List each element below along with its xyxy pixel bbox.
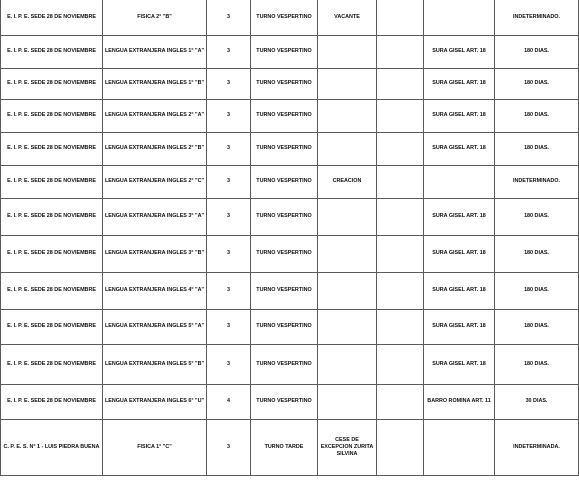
blank-cell <box>377 36 424 69</box>
table-row <box>1 36 579 69</box>
hours-cell: 3 <box>207 310 251 345</box>
school-cell: E. I. P. E. SEDE 28 DE NOVIEMBRE <box>1 273 103 310</box>
blank-cell <box>377 345 424 385</box>
holder-cell: BARRO ROMINA ART. 11 <box>424 385 495 420</box>
subject-cell: LENGUA EXTRANJERA INGLES 2° "A" <box>103 100 207 133</box>
subject-cell: LENGUA EXTRANJERA INGLES 3° "B" <box>103 236 207 273</box>
holder-cell: SURA GISEL ART. 18 <box>424 69 495 100</box>
reason-cell <box>318 310 377 345</box>
hours-cell: 3 <box>207 100 251 133</box>
reason-cell <box>318 199 377 236</box>
subject-cell: LENGUA EXTRANJERA INGLES 2° "B" <box>103 133 207 166</box>
holder-cell: SURA GISEL ART. 18 <box>424 133 495 166</box>
duration-cell: 180 DIAS. <box>495 310 579 345</box>
school-cell: E. I. P. E. SEDE 28 DE NOVIEMBRE <box>1 69 103 100</box>
reason-cell: CESE DE EXCEPCION ZURITA SILVINA <box>318 420 377 476</box>
shift-cell: TURNO VESPERTINO <box>251 166 318 199</box>
reason-cell <box>318 133 377 166</box>
blank-cell <box>377 1 424 36</box>
reason-cell <box>318 100 377 133</box>
shift-cell: TURNO VESPERTINO <box>251 100 318 133</box>
shift-cell: TURNO VESPERTINO <box>251 236 318 273</box>
shift-cell: TURNO VESPERTINO <box>251 273 318 310</box>
duration-cell: INDETERMINADA. <box>495 420 579 476</box>
reason-cell: CREACION <box>318 166 377 199</box>
table-row <box>1 199 579 236</box>
holder-cell: SURA GISEL ART. 18 <box>424 199 495 236</box>
duration-cell: 180 DIAS. <box>495 236 579 273</box>
subject-cell: LENGUA EXTRANJERA INGLES 5° "A" <box>103 310 207 345</box>
holder-cell: SURA GISEL ART. 18 <box>424 345 495 385</box>
holder-cell: SURA GISEL ART. 18 <box>424 236 495 273</box>
duration-cell: 180 DIAS. <box>495 69 579 100</box>
blank-cell <box>377 420 424 476</box>
blank-cell <box>377 273 424 310</box>
table-row <box>1 420 579 476</box>
duration-cell: 180 DIAS. <box>495 133 579 166</box>
shift-cell: TURNO VESPERTINO <box>251 133 318 166</box>
holder-cell <box>424 1 495 36</box>
duration-cell: 180 DIAS. <box>495 199 579 236</box>
hours-cell: 3 <box>207 199 251 236</box>
table-row <box>1 385 579 420</box>
blank-cell <box>377 69 424 100</box>
table-row <box>1 69 579 100</box>
subject-cell: FISICA 1° "C" <box>103 420 207 476</box>
hours-cell: 4 <box>207 385 251 420</box>
subject-cell: LENGUA EXTRANJERA INGLES 3° "A" <box>103 199 207 236</box>
reason-cell <box>318 69 377 100</box>
blank-cell <box>377 166 424 199</box>
blank-cell <box>377 199 424 236</box>
hours-cell: 3 <box>207 69 251 100</box>
subject-cell: LENGUA EXTRANJERA INGLES 2° "C" <box>103 166 207 199</box>
shift-cell: TURNO VESPERTINO <box>251 310 318 345</box>
blank-cell <box>377 385 424 420</box>
duration-cell: 180 DIAS. <box>495 100 579 133</box>
duration-cell: 30 DIAS. <box>495 385 579 420</box>
reason-cell <box>318 345 377 385</box>
shift-cell: TURNO VESPERTINO <box>251 385 318 420</box>
holder-cell: SURA GISEL ART. 18 <box>424 36 495 69</box>
table-row <box>1 100 579 133</box>
blank-cell <box>377 133 424 166</box>
school-cell: C. P. E. S. N° 1 - LUIS PIEDRA BUENA <box>1 420 103 476</box>
school-cell: E. I. P. E. SEDE 28 DE NOVIEMBRE <box>1 1 103 36</box>
school-cell: E. I. P. E. SEDE 28 DE NOVIEMBRE <box>1 100 103 133</box>
subject-cell: FISICA 2° "B" <box>103 1 207 36</box>
subject-cell: LENGUA EXTRANJERA INGLES 5° "B" <box>103 345 207 385</box>
table-row <box>1 236 579 273</box>
blank-cell <box>377 236 424 273</box>
shift-cell: TURNO VESPERTINO <box>251 1 318 36</box>
reason-cell <box>318 385 377 420</box>
table-row <box>1 273 579 310</box>
hours-cell: 3 <box>207 133 251 166</box>
shift-cell: TURNO VESPERTINO <box>251 199 318 236</box>
shift-cell: TURNO VESPERTINO <box>251 345 318 385</box>
subject-cell: LENGUA EXTRANJERA INGLES 1° "B" <box>103 69 207 100</box>
reason-cell <box>318 273 377 310</box>
hours-cell: 3 <box>207 166 251 199</box>
subject-cell: LENGUA EXTRANJERA INGLES 4° "A" <box>103 273 207 310</box>
reason-cell: VACANTE <box>318 1 377 36</box>
hours-cell: 3 <box>207 345 251 385</box>
table-row <box>1 133 579 166</box>
blank-cell <box>377 310 424 345</box>
holder-cell: SURA GISEL ART. 18 <box>424 100 495 133</box>
shift-cell: TURNO VESPERTINO <box>251 36 318 69</box>
school-cell: E. I. P. E. SEDE 28 DE NOVIEMBRE <box>1 133 103 166</box>
table-row <box>1 1 579 36</box>
duration-cell: 180 DIAS. <box>495 36 579 69</box>
reason-cell <box>318 236 377 273</box>
blank-cell <box>377 100 424 133</box>
holder-cell: SURA GISEL ART. 18 <box>424 273 495 310</box>
duration-cell: 180 DIAS. <box>495 345 579 385</box>
holder-cell: SURA GISEL ART. 18 <box>424 310 495 345</box>
reason-cell <box>318 36 377 69</box>
school-cell: E. I. P. E. SEDE 28 DE NOVIEMBRE <box>1 166 103 199</box>
table-row <box>1 345 579 385</box>
school-cell: E. I. P. E. SEDE 28 DE NOVIEMBRE <box>1 385 103 420</box>
school-cell: E. I. P. E. SEDE 28 DE NOVIEMBRE <box>1 36 103 69</box>
hours-cell: 3 <box>207 273 251 310</box>
school-cell: E. I. P. E. SEDE 28 DE NOVIEMBRE <box>1 236 103 273</box>
hours-cell: 3 <box>207 1 251 36</box>
table-row <box>1 310 579 345</box>
duration-cell: INDETERMINADO. <box>495 1 579 36</box>
table-row <box>1 166 579 199</box>
holder-cell <box>424 166 495 199</box>
shift-cell: TURNO VESPERTINO <box>251 69 318 100</box>
duration-cell: 180 DIAS. <box>495 273 579 310</box>
subject-cell: LENGUA EXTRANJERA INGLES 6° "U" <box>103 385 207 420</box>
school-cell: E. I. P. E. SEDE 28 DE NOVIEMBRE <box>1 199 103 236</box>
school-cell: E. I. P. E. SEDE 28 DE NOVIEMBRE <box>1 310 103 345</box>
shift-cell: TURNO TARDE <box>251 420 318 476</box>
duration-cell: INDETERMINADO. <box>495 166 579 199</box>
subject-cell: LENGUA EXTRANJERA INGLES 1° "A" <box>103 36 207 69</box>
hours-cell: 3 <box>207 236 251 273</box>
hours-cell: 3 <box>207 36 251 69</box>
hours-cell: 3 <box>207 420 251 476</box>
school-cell: E. I. P. E. SEDE 28 DE NOVIEMBRE <box>1 345 103 385</box>
holder-cell <box>424 420 495 476</box>
